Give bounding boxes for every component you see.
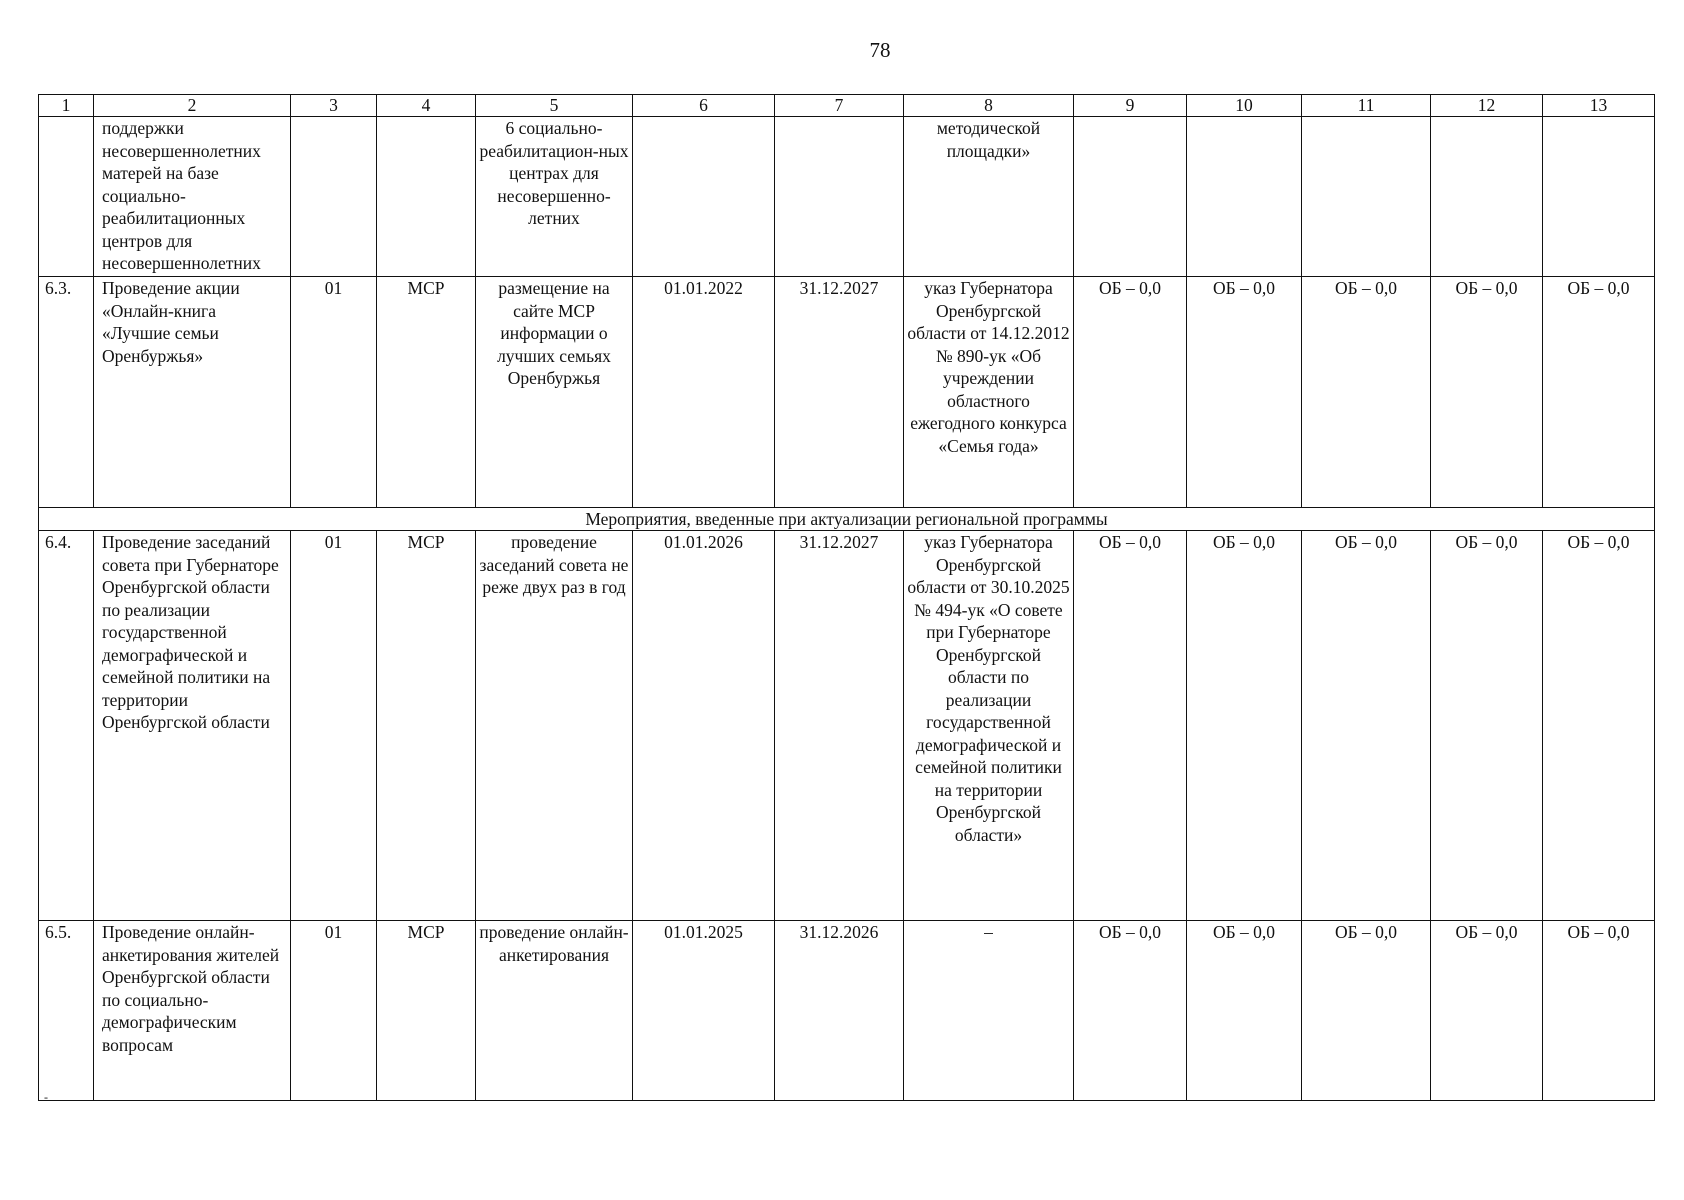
start-date: 01.01.2025 <box>633 921 775 1101</box>
funding-cell: ОБ – 0,0 <box>1074 277 1187 508</box>
row-number: 6.3. <box>39 277 94 508</box>
column-number: 9 <box>1074 95 1187 117</box>
funding-cell: ОБ – 0,0 <box>1543 921 1655 1101</box>
column-number: 7 <box>775 95 904 117</box>
funding-cell: ОБ – 0,0 <box>1302 277 1431 508</box>
column-number: 11 <box>1302 95 1431 117</box>
measure-executor: МСР <box>377 921 476 1101</box>
measure-basis: указ Губернатора Оренбургской области от 30.10.2025 № 494-ук «О совете при Губернаторе Оренбургской области по реализации государственной демографической и семейной политики на территории Оренбургской области» <box>904 531 1074 921</box>
column-number: 2 <box>94 95 291 117</box>
table-row <box>39 531 1655 921</box>
measure-executor: МСР <box>377 531 476 921</box>
funding-cell: ОБ – 0,0 <box>1431 277 1543 508</box>
funding-cell: ОБ – 0,0 <box>1074 921 1187 1101</box>
section-title: Мероприятия, введенные при актуализации региональной программы <box>39 508 1655 531</box>
column-number: 4 <box>377 95 476 117</box>
column-number: 13 <box>1543 95 1655 117</box>
measure-basis: – <box>904 921 1074 1101</box>
column-number: 8 <box>904 95 1074 117</box>
funding-cell: ОБ – 0,0 <box>1187 531 1302 921</box>
row-number: 6.5. <box>39 921 94 1101</box>
measure-code: 01 <box>291 531 377 921</box>
column-number: 5 <box>476 95 633 117</box>
table-row <box>39 921 1655 1101</box>
start-date: 01.01.2022 <box>633 277 775 508</box>
continuation-row <box>39 117 1655 277</box>
start-date: 01.01.2026 <box>633 531 775 921</box>
column-number-row <box>39 95 1655 117</box>
end-date: 31.12.2027 <box>775 531 904 921</box>
end-date: 31.12.2027 <box>775 277 904 508</box>
measure-code: 01 <box>291 921 377 1101</box>
measures-table <box>38 94 1655 1101</box>
measure-code: 01 <box>291 277 377 508</box>
column-number: 10 <box>1187 95 1302 117</box>
end-date: 31.12.2026 <box>775 921 904 1101</box>
stray-mark: - <box>44 1090 48 1104</box>
measure-name: Проведение заседаний совета при Губернаторе Оренбургской области по реализации государственной демографической и семейной политики на территории Оренбургской области <box>94 531 291 921</box>
table-row <box>39 277 1655 508</box>
column-number: 3 <box>291 95 377 117</box>
funding-cell: ОБ – 0,0 <box>1431 531 1543 921</box>
measure-name: Проведение онлайн-анкетирования жителей Оренбургской области по социально-демографическим вопросам <box>94 921 291 1101</box>
funding-cell: ОБ – 0,0 <box>1187 277 1302 508</box>
funding-cell: ОБ – 0,0 <box>1074 531 1187 921</box>
measure-result: проведение заседаний совета не реже двух раз в год <box>476 531 633 921</box>
measure-name: Проведение акции «Онлайн-книга «Лучшие семьи Оренбуржья» <box>94 277 291 508</box>
funding-cell: ОБ – 0,0 <box>1543 531 1655 921</box>
funding-cell: ОБ – 0,0 <box>1302 531 1431 921</box>
row-number: 6.4. <box>39 531 94 921</box>
section-row <box>39 508 1655 531</box>
measure-basis: методической площадки» <box>904 117 1074 277</box>
funding-cell: ОБ – 0,0 <box>1187 921 1302 1101</box>
funding-cell: ОБ – 0,0 <box>1543 277 1655 508</box>
measure-basis: указ Губернатора Оренбургской области от 14.12.2012 № 890-ук «Об учреждении областного ежегодного конкурса «Семья года» <box>904 277 1074 508</box>
column-number: 1 <box>39 95 94 117</box>
measure-name: поддержки несовершеннолетних матерей на базе социально-реабилитационных центров для несовершеннолетних <box>94 117 291 277</box>
measure-result: размещение на сайте МСР информации о лучших семьях Оренбуржья <box>476 277 633 508</box>
measure-result: 6 социально-реабилитацион-ных центрах для несовершенно-летних <box>476 117 633 277</box>
column-number: 6 <box>633 95 775 117</box>
column-number: 12 <box>1431 95 1543 117</box>
measure-executor: МСР <box>377 277 476 508</box>
funding-cell: ОБ – 0,0 <box>1431 921 1543 1101</box>
page-number: 78 <box>869 38 891 62</box>
measure-result: проведение онлайн-анкетирования <box>476 921 633 1101</box>
funding-cell: ОБ – 0,0 <box>1302 921 1431 1101</box>
